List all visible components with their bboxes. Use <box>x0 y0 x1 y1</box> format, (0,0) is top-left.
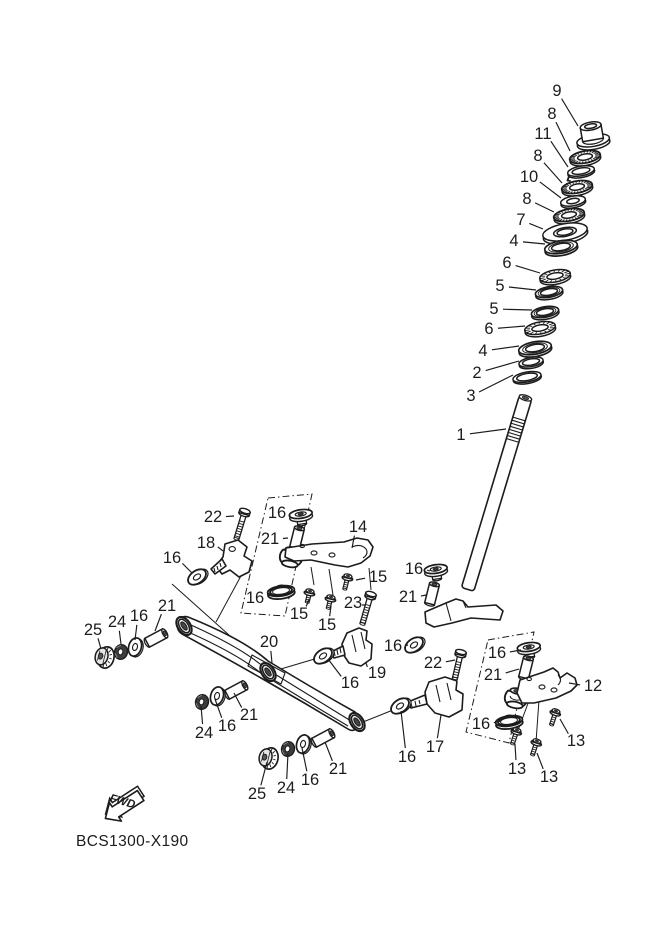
svg-text:24: 24 <box>194 724 214 742</box>
callout-8-5 <box>522 190 554 212</box>
assembly-line-5 <box>536 700 539 742</box>
part-bolt-15-b <box>302 588 316 605</box>
assembly-line-7 <box>329 569 333 595</box>
part-flange-nut-25-a <box>93 644 116 670</box>
part-arm-collar-21 <box>424 581 440 607</box>
svg-text:16: 16 <box>404 560 424 578</box>
part-washer-16-b <box>208 685 227 707</box>
svg-text:4: 4 <box>509 232 519 250</box>
part-shaft-lower-arm <box>425 599 503 627</box>
part-washer-16-left <box>185 565 211 589</box>
svg-text:21: 21 <box>398 588 418 606</box>
callout-21-34 <box>234 693 258 724</box>
part-bolt-15-c <box>323 594 337 611</box>
svg-text:23: 23 <box>343 594 363 612</box>
svg-text:16: 16 <box>487 644 507 662</box>
svg-text:19: 19 <box>367 664 387 682</box>
part-bolt-15-a <box>339 573 353 592</box>
callout-13-53 <box>537 753 558 786</box>
part-washer-16-c <box>294 733 313 755</box>
svg-text:16: 16 <box>267 504 287 522</box>
svg-text:5: 5 <box>495 277 505 295</box>
part-race-5a <box>535 284 564 301</box>
svg-text:17: 17 <box>425 738 445 756</box>
callout-6-8 <box>502 254 540 273</box>
svg-text:4: 4 <box>478 342 488 360</box>
callout-21-31 <box>155 597 176 631</box>
callout-16-30 <box>130 607 148 640</box>
part-nut-24-a <box>113 643 129 661</box>
callout-5-9 <box>495 277 536 295</box>
svg-text:24: 24 <box>276 779 296 797</box>
svg-text:9: 9 <box>552 82 562 100</box>
svg-text:13: 13 <box>566 732 586 750</box>
svg-text:21: 21 <box>157 597 177 615</box>
svg-text:13: 13 <box>507 760 527 778</box>
callout-25-28 <box>84 621 102 649</box>
callout-6-11 <box>484 320 525 338</box>
svg-text:8: 8 <box>522 190 532 208</box>
svg-text:16: 16 <box>245 589 265 607</box>
svg-text:7: 7 <box>516 211 526 229</box>
svg-text:18: 18 <box>196 534 216 552</box>
part-nut-24-b <box>194 693 210 711</box>
part-bearing-6a <box>539 267 572 287</box>
callout-22-44 <box>424 654 455 672</box>
svg-text:5: 5 <box>489 300 499 318</box>
callout-16-21 <box>163 549 192 573</box>
svg-text:21: 21 <box>260 530 280 548</box>
svg-text:16: 16 <box>162 549 182 567</box>
svg-text:10: 10 <box>519 168 539 186</box>
assembly-line-1 <box>216 574 242 622</box>
svg-text:3: 3 <box>466 387 476 405</box>
assembly-line-3 <box>363 710 393 722</box>
part-bolt-22-right <box>449 649 466 681</box>
part-ring-3 <box>512 370 542 386</box>
callout-15-22 <box>356 568 387 586</box>
svg-text:6: 6 <box>502 254 512 272</box>
svg-text:12: 12 <box>583 677 603 695</box>
callout-13-52 <box>508 744 526 778</box>
svg-text:8: 8 <box>533 147 543 165</box>
part-washer-16-a <box>126 636 145 658</box>
callout-22-16 <box>204 508 234 526</box>
callout-5-10 <box>489 300 532 318</box>
fwd-label: FWD <box>108 792 137 812</box>
callout-19-33 <box>366 663 386 682</box>
svg-text:11: 11 <box>534 125 552 143</box>
callout-23-23 <box>344 594 366 612</box>
svg-text:13: 13 <box>539 768 559 786</box>
part-steering-shaft-1 <box>461 393 533 591</box>
callout-13-51 <box>560 719 585 750</box>
svg-text:15: 15 <box>317 616 337 634</box>
svg-text:15: 15 <box>368 568 388 586</box>
callout-21-48 <box>484 666 519 684</box>
svg-text:21: 21 <box>483 666 503 684</box>
callout-4-7 <box>509 232 545 250</box>
svg-text:16: 16 <box>217 717 237 735</box>
part-knuckle-bracket-18 <box>211 540 252 577</box>
svg-text:1: 1 <box>456 426 466 444</box>
part-bearing-6b <box>524 319 557 339</box>
svg-text:22: 22 <box>423 654 443 672</box>
callout-16-17 <box>268 504 290 522</box>
part-collar-21-c <box>310 728 336 748</box>
callout-18-20 <box>197 534 223 552</box>
svg-text:25: 25 <box>83 621 103 639</box>
part-race-5b <box>531 304 560 321</box>
svg-text:16: 16 <box>383 637 403 655</box>
callout-2-13 <box>472 361 519 382</box>
diagram-code: BCS1300-X190 <box>76 833 189 850</box>
callout-21-37 <box>325 742 347 778</box>
callout-21-18 <box>261 530 288 548</box>
part-arm-grommet-16 <box>424 563 449 582</box>
callout-16-46 <box>398 711 416 766</box>
svg-text:16: 16 <box>300 771 320 789</box>
part-clamp-bracket-19 <box>331 628 372 666</box>
svg-text:14: 14 <box>348 518 368 536</box>
callout-7-6 <box>516 211 543 229</box>
svg-text:15: 15 <box>289 605 309 623</box>
svg-text:24: 24 <box>107 613 127 631</box>
part-collar-21-a <box>143 628 169 648</box>
svg-text:6: 6 <box>484 320 494 338</box>
svg-text:20: 20 <box>259 633 279 651</box>
svg-text:16: 16 <box>340 674 360 692</box>
assembly-line-6 <box>311 567 314 585</box>
part-cap-nut-9 <box>574 119 611 152</box>
callout-17-45 <box>426 715 444 756</box>
part-bolt-13-c <box>527 738 543 758</box>
part-washer-10 <box>560 194 587 210</box>
callout-4-12 <box>478 342 519 360</box>
part-grommet-16-bottom <box>267 583 296 600</box>
part-bolt-13-a <box>546 708 562 728</box>
part-clamp-bracket-17 <box>408 677 463 717</box>
svg-text:16: 16 <box>129 607 149 625</box>
callout-24-29 <box>108 613 126 644</box>
callout-24-39 <box>277 753 295 797</box>
part-lock-washer-11 <box>565 164 595 182</box>
svg-text:16: 16 <box>471 715 491 733</box>
part-grommet-16-top <box>289 508 314 527</box>
part-flange-nut-25-b <box>257 745 280 771</box>
callout-16-38 <box>301 748 319 789</box>
svg-text:21: 21 <box>239 706 259 724</box>
svg-text:16: 16 <box>397 748 417 766</box>
callout-1-15 <box>456 426 506 444</box>
svg-text:22: 22 <box>203 508 223 526</box>
part-bolt-22-left <box>231 507 251 541</box>
callout-15-25 <box>318 606 336 634</box>
svg-text:21: 21 <box>328 760 348 778</box>
callout-21-42 <box>399 588 426 606</box>
part-washer-16-mid <box>311 644 337 668</box>
svg-text:2: 2 <box>472 364 482 382</box>
svg-text:8: 8 <box>547 105 557 123</box>
part-ring-2 <box>518 355 544 370</box>
callout-24-36 <box>195 706 213 742</box>
svg-text:25: 25 <box>247 785 267 803</box>
callout-16-47 <box>488 644 521 662</box>
callout-16-43 <box>384 637 408 655</box>
